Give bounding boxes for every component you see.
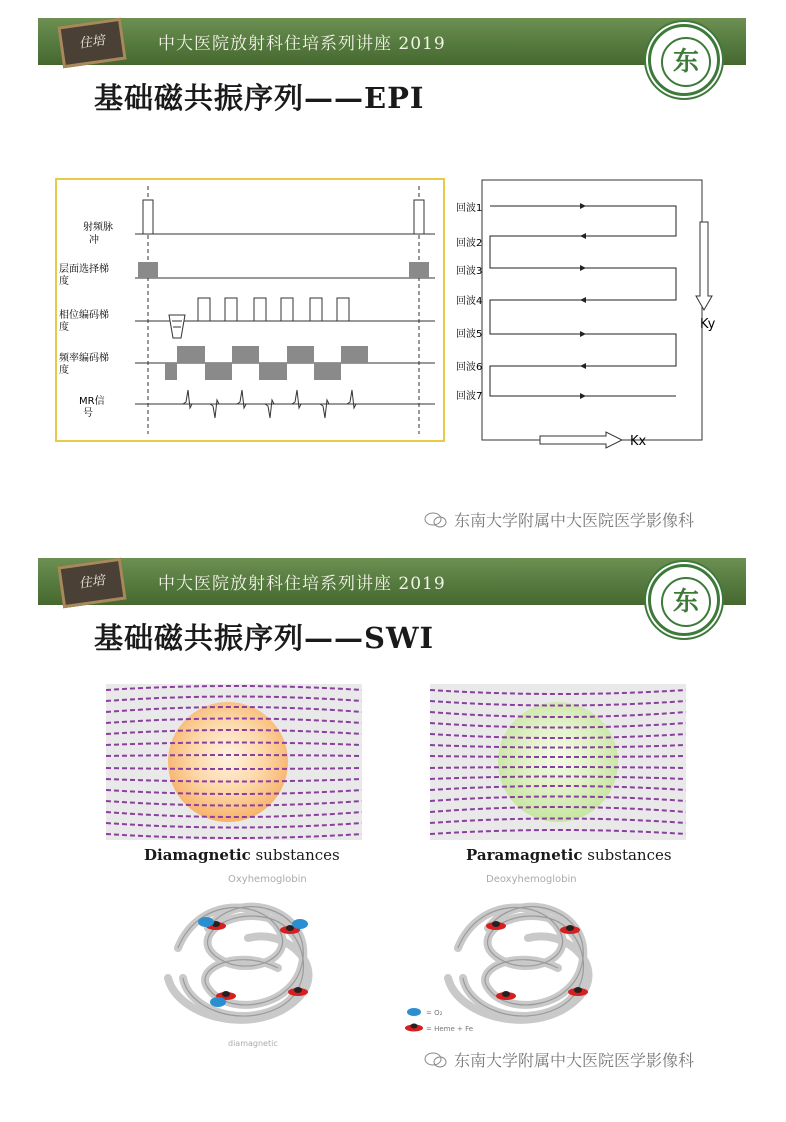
freq-label-2: 度 (59, 365, 69, 376)
echo-label-7: 回波7 (456, 391, 483, 402)
slide-banner (38, 558, 746, 605)
slice-label-2: 度 (59, 276, 69, 287)
deoxyhemoglobin-molecule (448, 907, 588, 1020)
diamagnetic-footer: diamagnetic (228, 1039, 278, 1048)
slide-swi (38, 558, 746, 1078)
watermark-text: 东南大学附属中大医院医学影像科 (454, 511, 695, 530)
caption-bold: Diamagnetic (144, 846, 251, 864)
emblem-glyph: 东 (661, 577, 711, 627)
diagram-frame (56, 179, 444, 441)
wechat-icon (424, 512, 448, 528)
rf-label-2: 冲 (89, 235, 99, 246)
o2-legend-label: = O₂ (426, 1009, 443, 1017)
slice-gradient-1 (138, 262, 158, 278)
freq-label: 频率编码梯 (59, 353, 109, 364)
slide-banner (38, 18, 746, 65)
epi-pulse-sequence-diagram (55, 178, 445, 442)
rf-label: 射频脉 (83, 222, 113, 233)
echo-label-4: 回波4 (456, 296, 483, 307)
signal-label-2: 号 (83, 408, 93, 419)
slide-heading: 基础磁共振序列——SWI (94, 621, 435, 655)
slide-heading: 基础磁共振序列——EPI (94, 81, 425, 115)
caption-rest: substances (582, 846, 672, 864)
chalkboard-badge: 住培 (57, 18, 126, 68)
chalkboard-badge: 住培 (57, 558, 126, 608)
caption-bold: Paramagnetic (466, 846, 583, 864)
diamagnetic-caption (144, 846, 340, 864)
echo-label-6: 回波6 (456, 362, 483, 373)
wechat-icon (424, 1052, 448, 1068)
paramagnetic-field-diagram (430, 684, 686, 840)
paramagnetic-caption (466, 846, 672, 864)
echo-label-3: 回波3 (456, 266, 483, 277)
o2-legend-icon (407, 1008, 421, 1016)
phase-label-2: 度 (59, 322, 69, 333)
molecule-legend (405, 1008, 473, 1033)
heme-legend-label: = Heme + Fe (426, 1025, 474, 1033)
emblem-glyph: 东 (661, 37, 711, 87)
paramagnetic-sphere (498, 702, 618, 822)
diamagnetic-field-diagram (106, 684, 362, 840)
slice-label: 层面选择梯 (59, 264, 109, 275)
echo-label-2: 回波2 (456, 238, 483, 249)
deoxyhemoglobin-label: Deoxyhemoglobin (486, 874, 577, 885)
watermark (424, 1048, 694, 1071)
echo-label-1: 回波1 (456, 203, 483, 214)
school-emblem-icon (648, 24, 720, 96)
watermark (424, 508, 694, 531)
oxyhemoglobin-molecule (168, 907, 308, 1020)
oxyhemoglobin-label: Oxyhemoglobin (228, 874, 307, 885)
kx-label: Kx (630, 434, 647, 449)
caption-rest: substances (250, 846, 340, 864)
school-emblem-icon (648, 564, 720, 636)
rf-pulse-2 (414, 200, 424, 234)
banner-title: 中大医院放射科住培系列讲座 2019 (158, 34, 446, 54)
ky-label: Ky (700, 317, 716, 332)
slice-gradient-2 (409, 262, 429, 278)
kspace-frame (482, 180, 702, 440)
signal-label: MR信 (79, 396, 105, 407)
hemoglobin-illustration (138, 868, 658, 1058)
watermark-text: 东南大学附属中大医院医学影像科 (454, 1051, 695, 1070)
echo-label-5: 回波5 (456, 329, 483, 340)
rf-pulse-1 (143, 200, 153, 234)
banner-title: 中大医院放射科住培系列讲座 2019 (158, 574, 446, 594)
phase-label: 相位编码梯 (59, 310, 109, 321)
kspace-trajectory-diagram (446, 178, 742, 456)
slide-epi (38, 18, 746, 538)
